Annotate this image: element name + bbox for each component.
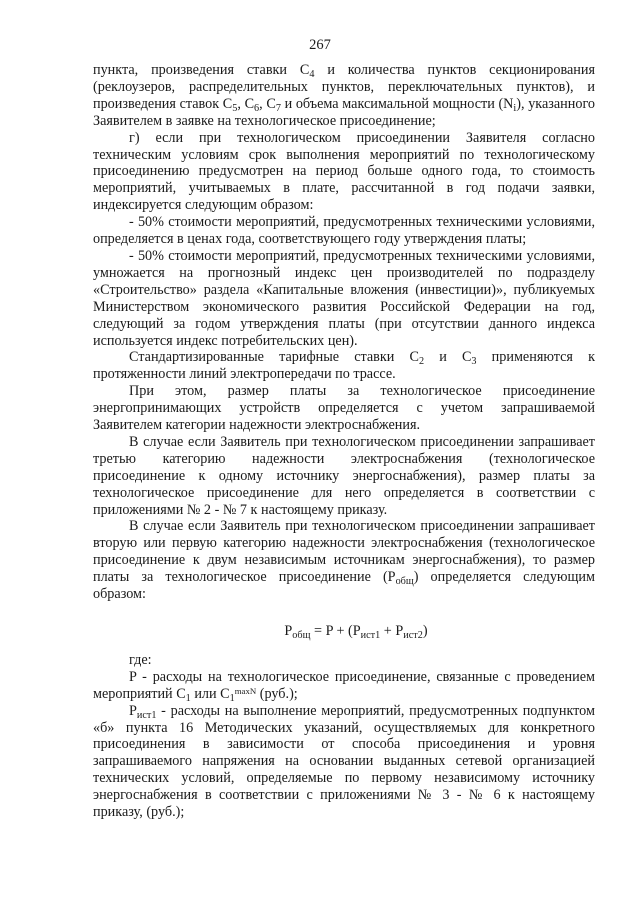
- paragraph-item-g: г) если при технологическом присоединении Заявителя согласно техническим условиям срок выполнения мероприятий по технологическому присоединению предусмотрен на период больше одного года, то стоимость мероприятий, учитываемых в плате, рассчитанной в год подачи заявки, индексируется следующим образом:: [93, 129, 595, 214]
- definition-p: P - расходы на технологическое присоединение, связанные с проведением мероприятий $C_1$ или $C_1^{maxN}$ (руб.);: [93, 668, 595, 704]
- formula: $P_{общ} = P + (P_{ист1} + P_{ист2})$: [284, 623, 428, 641]
- paragraph-tariff-rates: Стандартизированные тарифные ставки $С_2$ и $С_3$ применяются к протяженности линий электропередачи по трассе.: [93, 349, 595, 383]
- list-item-bullet-1: - 50% стоимости мероприятий, предусмотренных техническими условиями, определяется в ценах года, соответствующего году утверждения платы;: [93, 214, 595, 248]
- paragraph-reliability-category: При этом, размер платы за технологическое присоединение энергопринимающих устройств определяется с учетом запрашиваемой Заявителем категории надежности электроснабжения.: [93, 383, 595, 434]
- list-item-bullet-2: - 50% стоимости мероприятий, предусмотренных техническими условиями, умножается на прогнозный индекс цен производителей по подразделу «Строительство» раздела «Капитальные вложения (инвестиции)», публикуемых Министерством экономического развития Российской Федерации на год, следующий за годом утверждения платы (при отсутствии данного индекса используется индекс потребительских цен).: [93, 247, 595, 349]
- document-body: [93, 62, 595, 821]
- where-label: где:: [129, 651, 152, 668]
- definition-p-ist1: $P_{ист1}$ - расходы на выполнение мероприятий, предусмотренных подпунктом «б» пункта 16 Методических указаний, осуществляемых для конкретного присоединения в зависимости от способа присоединения и уровня запрашиваемого напряжения на основании выданных сетевой организацией технических условий, определяемые по первому независимому источнику энергоснабжения в соответствии с приложениями № 3 - № 6 к настоящему приказу, (руб.);: [93, 702, 595, 821]
- paragraph-third-category: В случае если Заявитель при технологическом присоединении запрашивает третью категорию надежности электроснабжения (технологическое присоединение к одному источнику энергоснабжения), размер платы за технологическое присоединение для него определяется в соответствии с приложениями № 2 - № 7 к настоящему приказу.: [93, 433, 595, 518]
- page-number: 267: [309, 37, 331, 53]
- paragraph-second-first-category: В случае если Заявитель при технологическом присоединении запрашивает вторую или первую категорию надежности электроснабжения (технологическое присоединение к двум независимым источникам энергоснабжения), то размер платы за технологическое присоединение $(P_{общ})$ определяется следующим образом:: [93, 518, 596, 603]
- paragraph-continuation: пункта, произведения ставки $С_4$ и количества пунктов секционирования (реклоузеров, распределительных пунктов, переключательных пунктов), и произведения ставок $С_5$, $С_6$, $С_7$ и объема максимальной мощности $(N_i)$, указанного Заявителем в заявке на технологическое присоединение;: [93, 62, 596, 129]
